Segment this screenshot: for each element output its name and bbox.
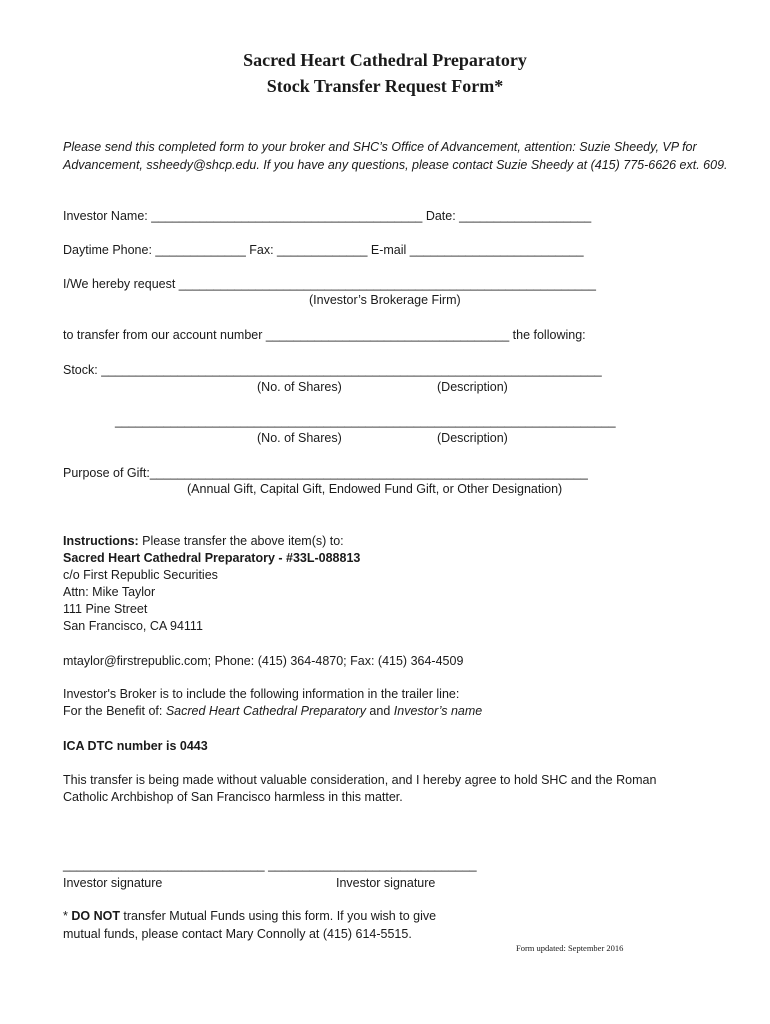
request-field[interactable]: I/We hereby request ____________________________________________________________ <box>63 277 596 291</box>
account-number-field[interactable]: to transfer from our account number ___________________________________ the following: <box>63 328 586 342</box>
shares-caption-1: (No. of Shares) <box>257 380 342 394</box>
stock-field-1[interactable]: Stock: ________________________________________________________________________ <box>63 363 602 377</box>
broker-instructions-line1: Investor's Broker is to include the following information in the trailer line: <box>63 687 460 701</box>
fbo-prefix: For the Benefit of: <box>63 704 166 718</box>
footnote-do-not: DO NOT <box>71 909 120 923</box>
instructions-line <box>63 533 344 550</box>
attention: Attn: Mike Taylor <box>63 585 156 599</box>
fbo-investor-name: Investor’s name <box>393 704 483 718</box>
signature-label-2: Investor signature <box>336 876 436 890</box>
purpose-field[interactable]: Purpose of Gift:_______________________________________________________________ <box>63 466 588 480</box>
footnote-line1 <box>63 908 436 925</box>
stock-field-2[interactable]: ________________________________________________________________________ <box>115 414 616 428</box>
request-caption: (Investor’s Brokerage Firm) <box>309 293 461 307</box>
purpose-caption: (Annual Gift, Capital Gift, Endowed Fund Gift, or Other Designation) <box>187 482 563 496</box>
description-caption-2: (Description) <box>437 431 508 445</box>
care-of: c/o First Republic Securities <box>63 568 218 582</box>
intro-line2: Advancement, ssheedy@shcp.edu. If you have any questions, please contact Suzie Sheedy at (415) 775-6626 ext. 609. <box>63 158 728 172</box>
form-title-line2: Stock Transfer Request Form* <box>266 76 504 96</box>
footnote-line1-rest: transfer Mutual Funds using this form. If you wish to give <box>119 909 437 923</box>
street-address: 111 Pine Street <box>63 602 148 616</box>
form-title-line1: Sacred Heart Cathedral Preparatory <box>243 50 527 70</box>
signature-label-1: Investor signature <box>63 876 163 890</box>
instructions-text: Please transfer the above item(s) to: <box>138 534 344 548</box>
consideration-line2: Catholic Archbishop of San Francisco harmless in this matter. <box>63 790 403 804</box>
shares-caption-2: (No. of Shares) <box>257 431 342 445</box>
form-updated-date: Form updated: September 2016 <box>516 943 624 953</box>
consideration-line1: This transfer is being made without valuable consideration, and I hereby agree to hold SHC and the Roman <box>63 773 657 787</box>
footnote-line2: mutual funds, please contact Mary Connolly at (415) 614-5515. <box>63 927 412 941</box>
footnote-star: * <box>63 909 72 923</box>
broker-instructions-line2 <box>63 703 482 720</box>
city-address: San Francisco, CA 94111 <box>63 619 203 633</box>
description-caption-1: (Description) <box>437 380 508 394</box>
instructions-label: Instructions: <box>63 534 139 548</box>
signature-lines[interactable]: _____________________________ ______________________________ <box>63 858 477 872</box>
fbo-and: and <box>365 704 394 718</box>
contact-fields[interactable]: Daytime Phone: _____________ Fax: _____________ E-mail _________________________ <box>63 243 584 257</box>
broker-contact: mtaylor@firstrepublic.com; Phone: (415) 364-4870; Fax: (415) 364-4509 <box>63 654 464 668</box>
recipient-name: Sacred Heart Cathedral Preparatory - #33L-088813 <box>63 551 361 565</box>
fbo-org: Sacred Heart Cathedral Preparatory <box>165 704 366 718</box>
intro-line1: Please send this completed form to your broker and SHC’s Office of Advancement, attention: Suzie Sheedy, VP for <box>63 140 697 154</box>
investor-name-field[interactable]: Investor Name: _______________________________________ Date: ___________________ <box>63 209 592 223</box>
dtc-number: ICA DTC number is 0443 <box>63 739 208 753</box>
